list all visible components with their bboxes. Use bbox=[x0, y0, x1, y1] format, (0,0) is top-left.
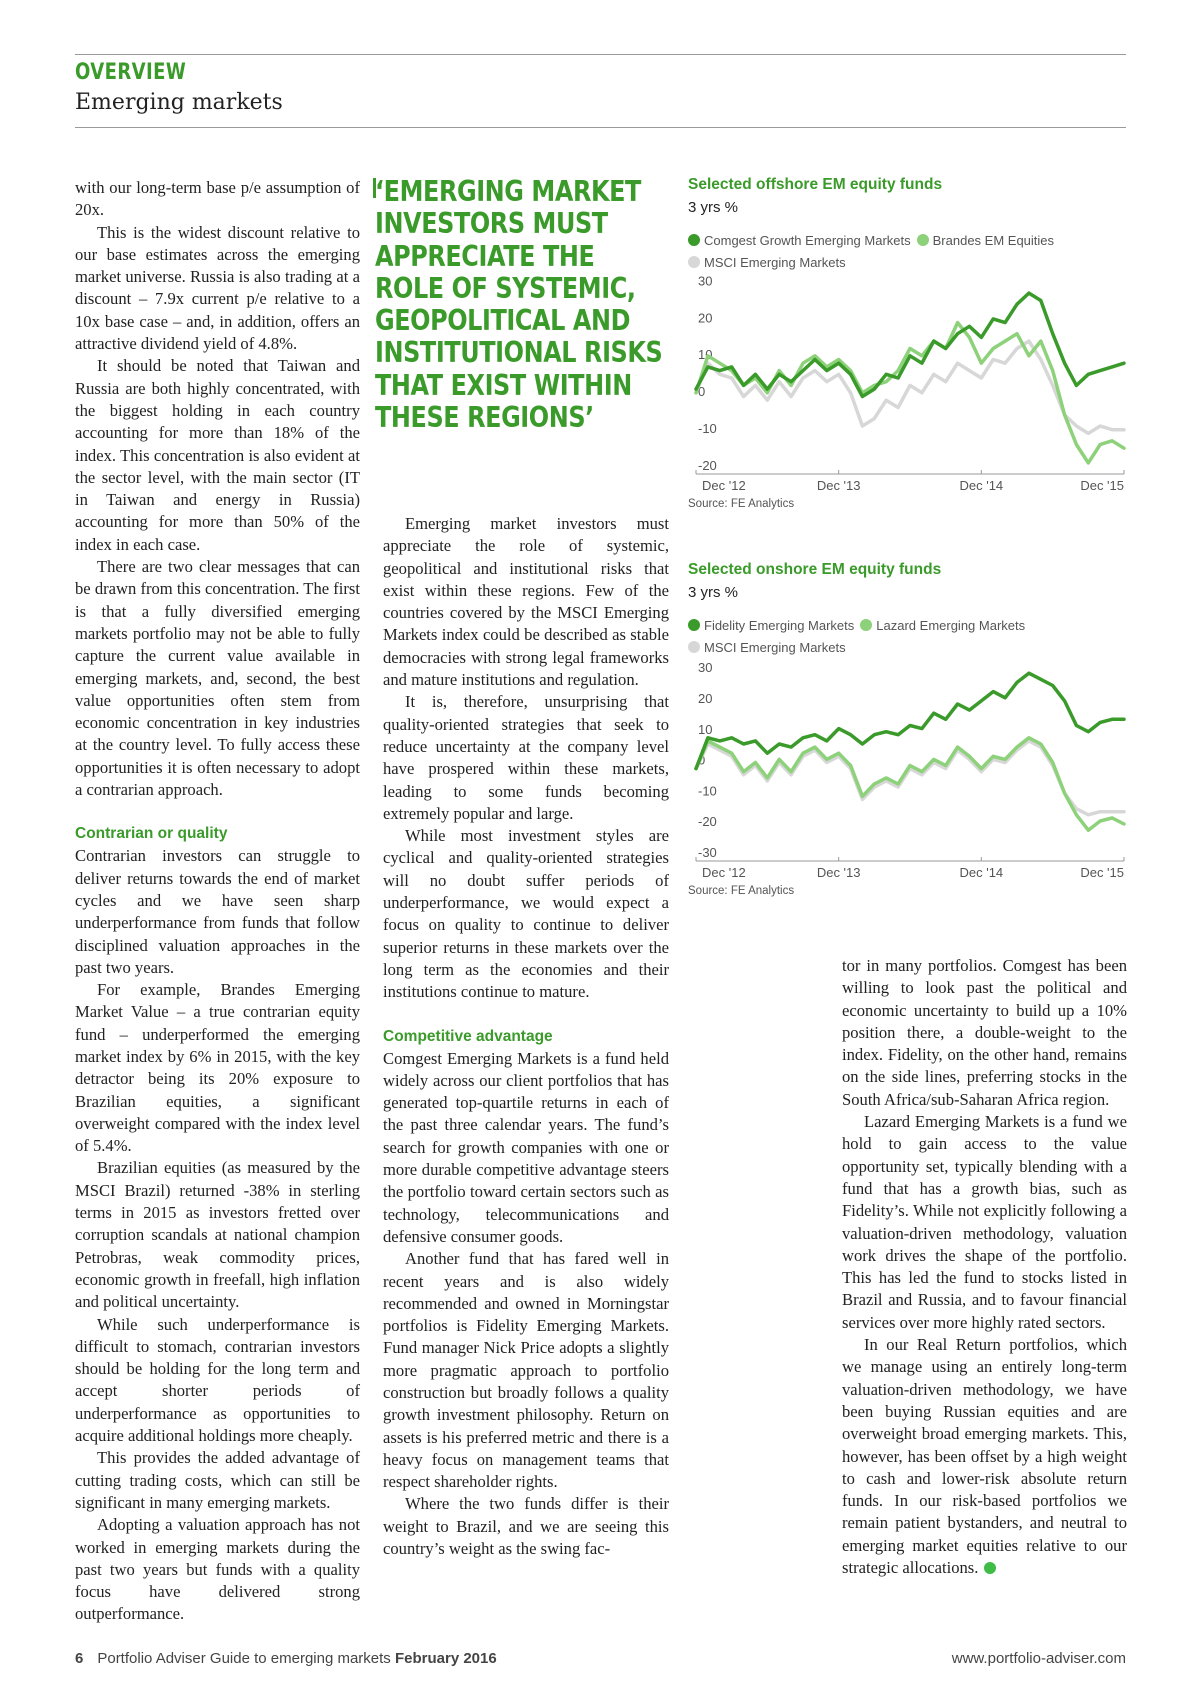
chart-title: Selected onshore EM equity funds bbox=[688, 561, 942, 578]
x-tick-label: Dec '12 bbox=[702, 478, 746, 493]
article-column-2 bbox=[383, 513, 669, 1560]
offshore-funds-chart bbox=[688, 176, 1128, 510]
pullquote-line: APPRECIATE THE bbox=[375, 239, 595, 273]
legend-item bbox=[688, 252, 846, 274]
section-label: OVERVIEW bbox=[75, 60, 187, 85]
legend-label: Brandes EM Equities bbox=[932, 233, 1055, 248]
y-tick-label: 0 bbox=[698, 752, 706, 768]
section-title: Emerging markets bbox=[75, 90, 283, 115]
header-bottom-rule bbox=[75, 127, 1126, 128]
legend-dot bbox=[688, 256, 700, 268]
paragraph bbox=[842, 1334, 1127, 1579]
y-tick-label: -20 bbox=[698, 814, 717, 830]
chart-subtitle: 3 yrs % bbox=[688, 584, 739, 601]
paragraph: This is the widest discount relative to our base estimates across the emerging market universe. Russia is also trading at a discount – 7.9x current p/e relative to a 10x base case – and, in addition, offers an attractive dividend yield of 4.8%. bbox=[75, 222, 360, 354]
chart-legend bbox=[688, 615, 1128, 659]
paragraph: Lazard Emerging Markets is a fund we hold to gain access to the value opportunity set, typically blending with a fund that has a growth bias, such as Fidelity’s. While not explicitly following a valuation-driven methodology, valuation work drives the shape of the portfolio. This has led the fund to stocks listed in Brazil and Russia, and to favour financial services over more highly rated sectors. bbox=[842, 1112, 1127, 1332]
y-tick-label: 10 bbox=[698, 347, 713, 363]
subheading: Competitive advantage bbox=[383, 1027, 553, 1045]
paragraph: Contrarian investors can struggle to deliver returns towards the end of market cycles and we have seen sharp underperformance from funds that follow disciplined valuation approaches in the past two years. bbox=[75, 846, 360, 977]
header-top-rule bbox=[75, 54, 1126, 55]
issue-date: February 2016 bbox=[394, 1650, 497, 1667]
y-tick-label: -30 bbox=[698, 845, 717, 860]
legend-item bbox=[860, 615, 1025, 637]
x-tick-label: Dec '14 bbox=[959, 478, 1004, 493]
footer-url[interactable]: www.portfolio-adviser.com bbox=[951, 1650, 1126, 1667]
y-tick-label: 20 bbox=[698, 691, 713, 707]
x-tick-label: Dec '12 bbox=[702, 865, 746, 880]
chart-title: Selected offshore EM equity funds bbox=[688, 176, 943, 193]
legend-item bbox=[688, 230, 911, 252]
chart-subtitle: 3 yrs % bbox=[688, 199, 739, 216]
x-tick-label: Dec '13 bbox=[816, 865, 861, 880]
x-tick-label: Dec '15 bbox=[1080, 865, 1124, 880]
paragraph: with our long-term base p/e assumption of 20x. bbox=[75, 178, 360, 220]
legend-dot bbox=[860, 619, 872, 631]
chart-source: Source: FE Analytics bbox=[688, 885, 795, 897]
y-tick-label: 10 bbox=[698, 721, 713, 737]
pullquote-line: INSTITUTIONAL RISKS bbox=[375, 336, 663, 370]
series-line bbox=[696, 738, 1124, 830]
x-tick-label: Dec '14 bbox=[959, 865, 1004, 880]
pullquote-line: THAT EXIST WITHIN bbox=[375, 368, 632, 402]
paragraph: Emerging market investors must appreciate the role of systemic, geopolitical and institutional risks that exist within these regions. Few of the countries covered by the MSCI Emerging Markets index could be described as stable democracies with strong legal frameworks and mature institutions and regulation. bbox=[383, 514, 669, 690]
paragraph: tor in many portfolios. Comgest has been willing to look past the political and economic uncertainty to build up a 10% position there, a double-weight to the index. Fidelity, on the other hand, remains on the side lines, preferring stocks in the South Africa/sub-Saharan Africa region. bbox=[842, 956, 1127, 1109]
pullquote-line: ROLE OF SYSTEMIC, bbox=[375, 271, 636, 305]
article-column-3 bbox=[842, 955, 1127, 1579]
y-tick-label: -10 bbox=[698, 421, 717, 437]
legend-label: MSCI Emerging Markets bbox=[704, 640, 846, 655]
y-tick-label: -10 bbox=[698, 783, 717, 799]
publication-name: Portfolio Adviser Guide to emerging markets bbox=[97, 1650, 391, 1667]
pullquote-line: INVESTORS MUST bbox=[375, 207, 608, 241]
chart-legend bbox=[688, 230, 1128, 274]
paragraph: Adopting a valuation approach has not worked in emerging markets during the past two years but funds with a quality focus have delivered strong outperformance. bbox=[75, 1515, 360, 1624]
x-tick-label: Dec '13 bbox=[816, 478, 861, 493]
y-tick-label: 30 bbox=[698, 274, 713, 289]
legend-label: Lazard Emerging Markets bbox=[876, 618, 1026, 633]
y-tick-label: -20 bbox=[698, 458, 717, 473]
y-tick-label: 30 bbox=[698, 660, 713, 676]
x-tick-label: Dec '15 bbox=[1080, 478, 1124, 493]
legend-item bbox=[688, 637, 846, 659]
paragraph: Where the two funds differ is their weight to Brazil, and we are seeing this country’s weight as the swing fac- bbox=[383, 1494, 669, 1559]
chart-source: Source: FE Analytics bbox=[688, 498, 795, 510]
chart-plot bbox=[688, 659, 1128, 891]
paragraph: Another fund that has fared well in recent years and is also widely recommended and owned in Morningstar portfolios is Fidelity Emerging Markets. Fund manager Nick Price adopts a slightly more pragmatic approach to portfolio construction but broadly follows a quality growth investment philosophy. Return on assets is his preferred metric and there is a heavy focus on management teams that respect shareholder rights. bbox=[383, 1249, 669, 1492]
article-column-1 bbox=[75, 177, 360, 1626]
end-of-article-marker bbox=[984, 1562, 996, 1574]
series-line bbox=[696, 293, 1124, 396]
legend-dot bbox=[917, 234, 929, 246]
legend-dot bbox=[688, 619, 700, 631]
pullquote-line: GEOPOLITICAL AND bbox=[375, 304, 631, 338]
legend-dot bbox=[688, 641, 700, 653]
series-line bbox=[696, 673, 1124, 768]
legend-dot bbox=[688, 234, 700, 246]
paragraph: There are two clear messages that can be drawn from this concentration. The first is that a fully diversified emerging markets portfolio may not be able to fully capture the current value available in emerging markets, and, second, the best value opportunities often stem from economic concentration in key industries at the country level. To fully access these opportunities it is often necessary to adopt a contrarian approach. bbox=[75, 557, 360, 800]
y-tick-label: 0 bbox=[698, 384, 706, 400]
paragraph: It is, therefore, unsurprising that quality-oriented strategies that seek to reduce uncertainty at the company level have prospered within these markets, leading to some funds becoming extremely popular and large. bbox=[383, 692, 669, 823]
paragraph: While most investment styles are cyclical and quality-oriented strategies will no doubt suffer periods of underperformance, we would expect a focus on quality to continue to deliver superior returns in these markets over the long term as the economies and their institutions continue to mature. bbox=[383, 826, 669, 1002]
pullquote-line: ‘EMERGING MARKET bbox=[375, 175, 641, 208]
paragraph: It should be noted that Taiwan and Russia are both highly concentrated, with the biggest holding in each country accounting for more than 18% of the index. This concentration is also evident at the sector level, with the main sector (IT in Taiwan and energy in Russia) accounting for more than 50% of the index in each case. bbox=[75, 356, 360, 554]
footer-left bbox=[75, 1650, 497, 1667]
paragraph: This provides the added advantage of cutting trading costs, which can still be significant in many emerging markets. bbox=[75, 1448, 360, 1512]
paragraph-text: In our Real Return portfolios, which we manage using an entirely long-term valuation-driven methodology, we have been buying Russian equities and are overweight broad emerging markets. This, however, has been offset by a high weight to cash and lower-risk absolute return funds. In our risk-based portfolios we remain patient bystanders, and neutral to emerging market equities relative to our strategic allocations. bbox=[842, 1335, 1127, 1578]
chart-plot bbox=[688, 274, 1128, 504]
legend-label: Fidelity Emerging Markets bbox=[704, 618, 855, 633]
page-number: 6 bbox=[75, 1650, 84, 1667]
subheading: Contrarian or quality bbox=[75, 825, 228, 843]
paragraph: While such underperformance is difficult to stomach, contrarian investors should be holding for the long term and accept shorter periods of underperformance as opportunities to acquire additional holdings more cheaply. bbox=[75, 1314, 360, 1446]
legend-label: Comgest Growth Emerging Markets bbox=[704, 233, 911, 248]
paragraph: For example, Brandes Emerging Market Value – a true contrarian equity fund – underperformed the emerging market index by 6% in 2015, with the key detractor being its 20% exposure to Brazilian equities, a significant overweight compared with the index level of 5.4%. bbox=[75, 980, 360, 1156]
legend-item bbox=[688, 615, 854, 637]
paragraph: Comgest Emerging Markets is a fund held widely across our client portfolios that has generated top-quartile returns in each of the past three calendar years. The fund’s search for growth companies with one or more durable competitive advantage steers the portfolio toward certain sectors such as technology, telecommunications and defensive consumer goods. bbox=[383, 1048, 669, 1246]
paragraph: Brazilian equities (as measured by the MSCI Brazil) returned -38% in sterling terms in 2015 as investors fretted over corruption scandals at national champion Petrobras, weak commodity prices, economic growth in freefall, high inflation and political uncertainty. bbox=[75, 1158, 360, 1312]
legend-item bbox=[917, 230, 1054, 252]
pullquote bbox=[375, 175, 663, 435]
legend-label: MSCI Emerging Markets bbox=[704, 255, 846, 270]
onshore-funds-chart bbox=[688, 561, 1128, 897]
pullquote-line: THESE REGIONS’ bbox=[375, 401, 594, 435]
y-tick-label: 20 bbox=[698, 310, 713, 326]
